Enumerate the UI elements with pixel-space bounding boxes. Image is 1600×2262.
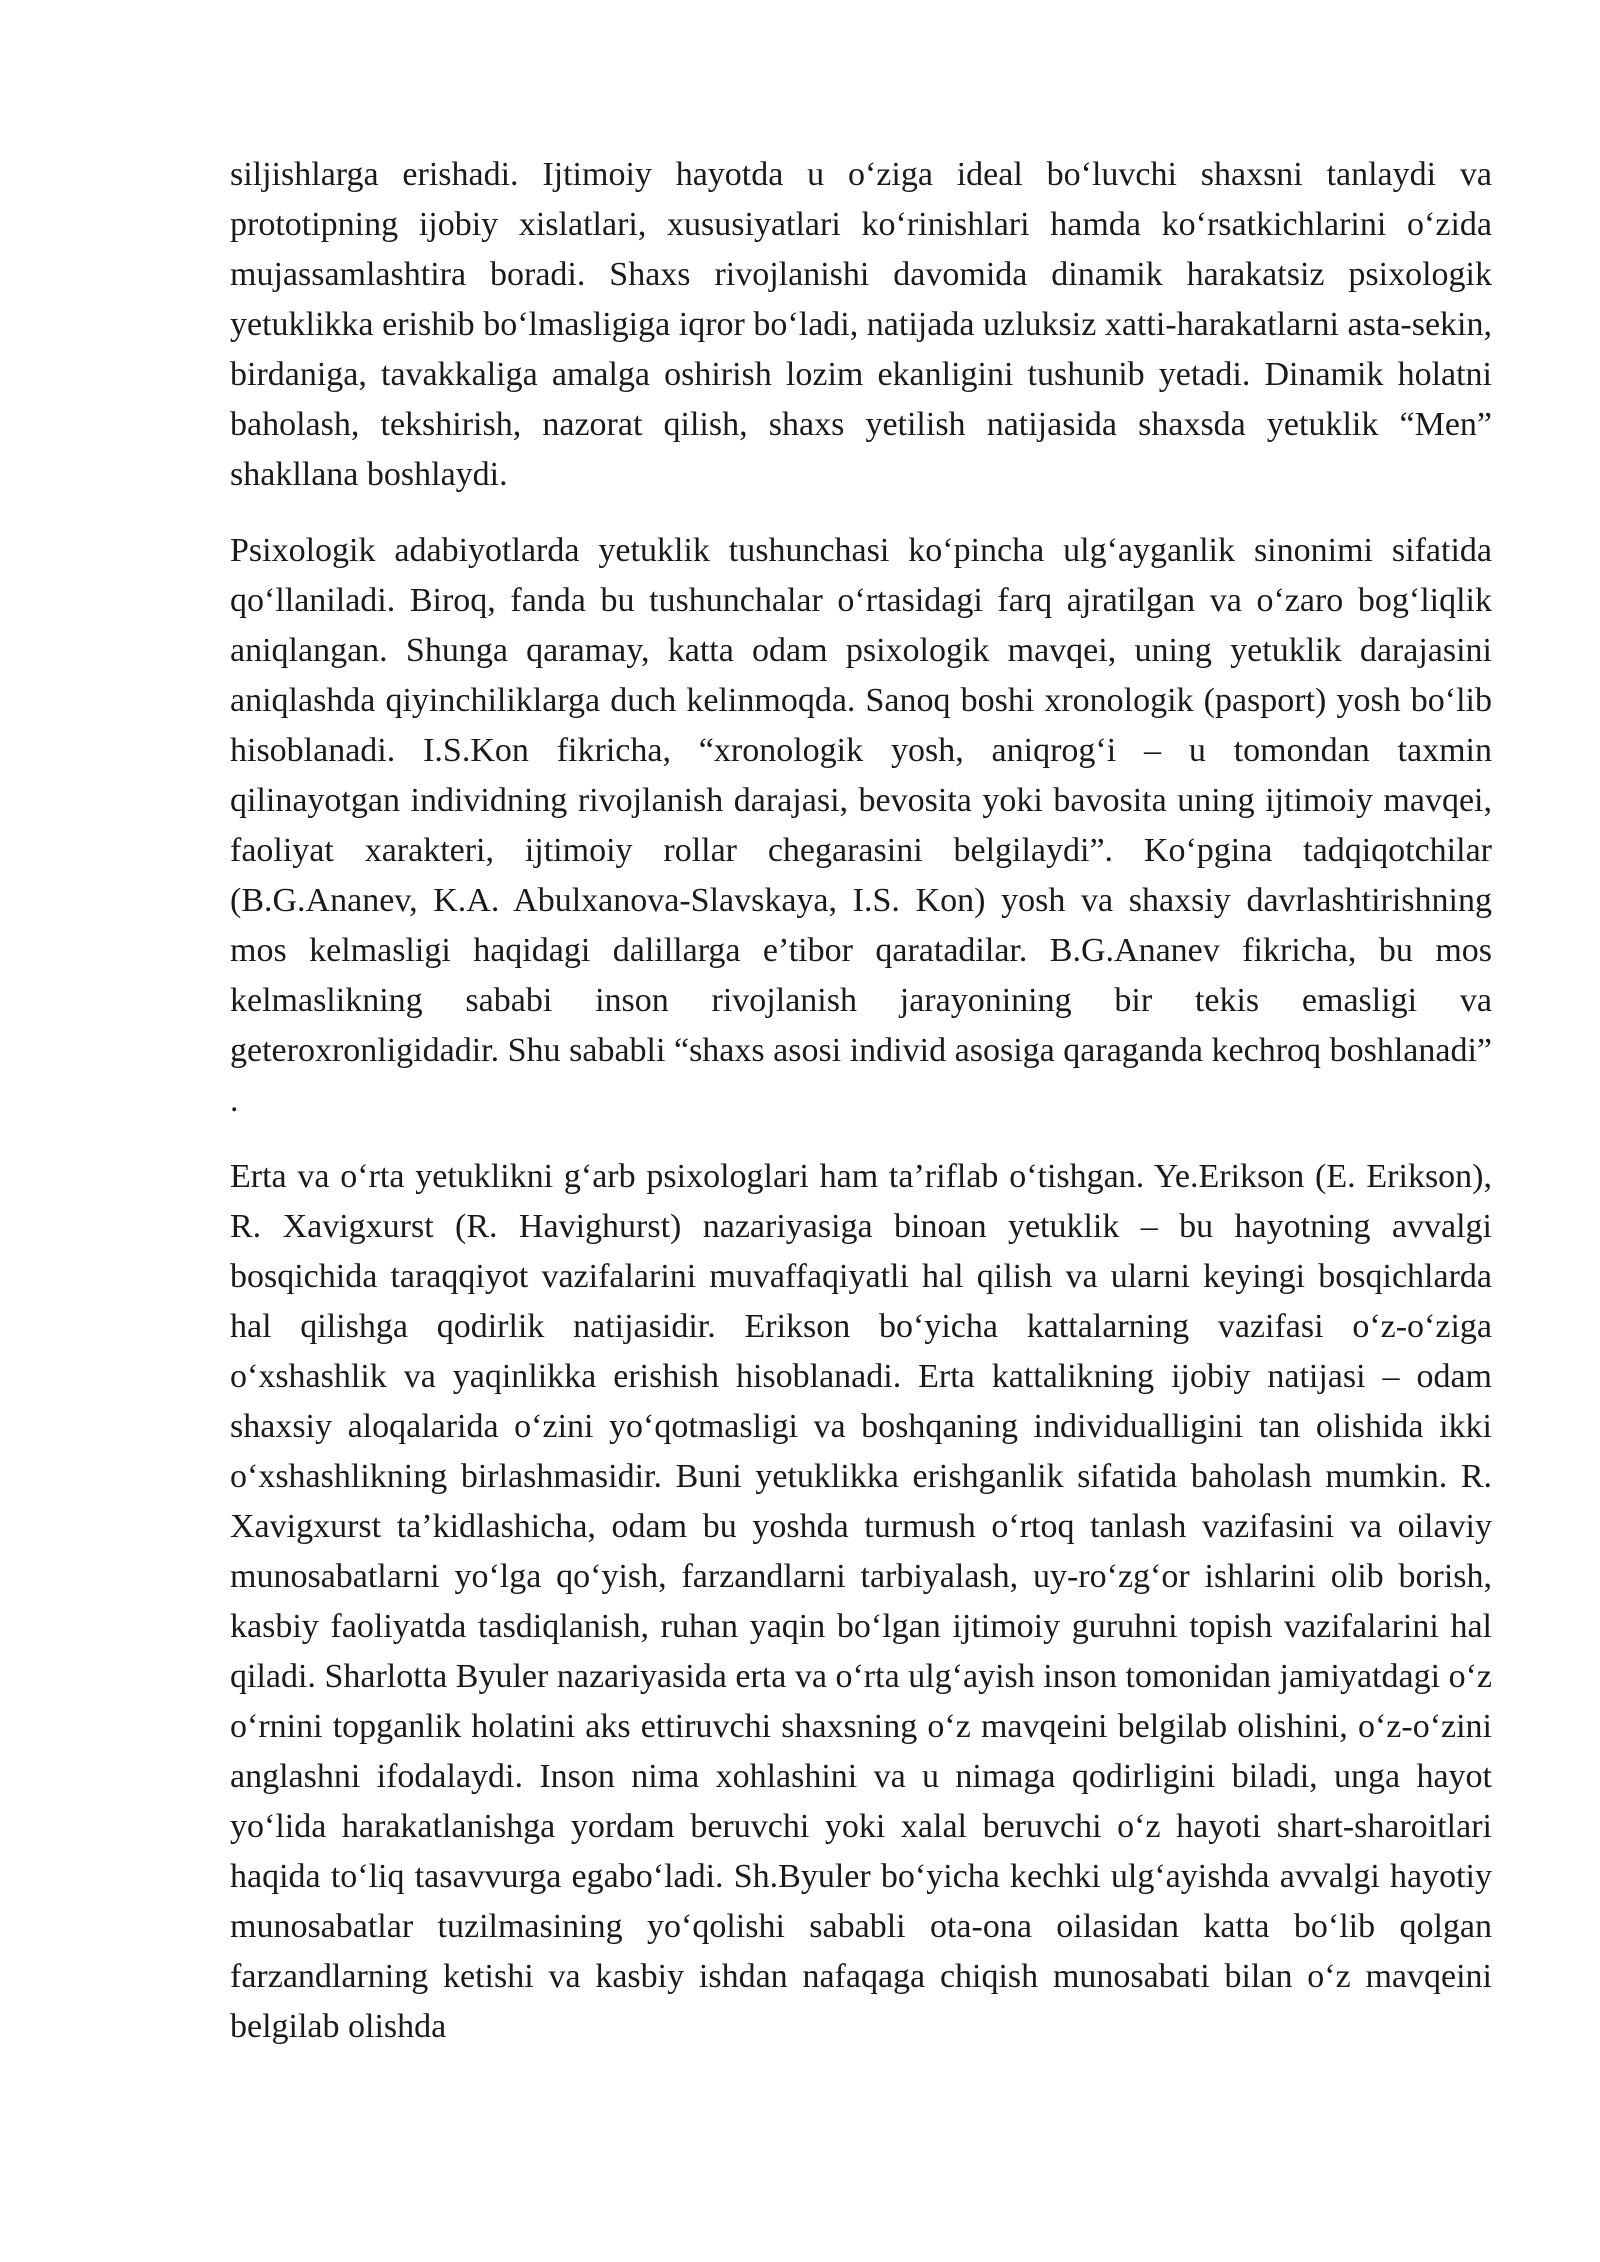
document-page xyxy=(230,150,1492,2078)
paragraph-3: Erta va o‘rta yetuklikni g‘arb psixologlari ham ta’riflab o‘tishgan. Ye.Erikson (E. Erikson), R. Xavigxurst (R. Havighurst) nazariyasiga binoan yetuklik – bu hayotning avvalgi bosqichida taraqqiyot vazifalarini muvaffaqiyatli hal qilish va ularni keyingi bosqichlarda hal qilishga qodirlik natijasidir. Erikson bo‘yicha kattalarning vazifasi o‘z-o‘ziga o‘xshashlik va yaqinlikka erishish hisoblanadi. Erta kattalikning ijobiy natijasi – odam shaxsiy aloqalarida o‘zini yo‘qotmasligi va boshqaning individualligini tan olishida ikki o‘xshashlikning birlashmasidir. Buni yetuklikka erishganlik sifatida baholash mumkin. R. Xavigxurst ta’kidlashicha, odam bu yoshda turmush o‘rtoq tanlash vazifasini va oilaviy munosabatlarni yo‘lga qo‘yish, farzandlarni tarbiyalash, uy-ro‘zg‘or ishlarini olib borish, kasbiy faoliyatda tasdiqlanish, ruhan yaqin bo‘lgan ijtimoiy guruhni topish vazifalarini hal qiladi. Sharlotta Byuler nazariyasida erta va o‘rta ulg‘ayish inson tomonidan jamiyatdagi o‘z o‘rnini topganlik holatini aks ettiruvchi shaxsning o‘z mavqeini belgilab olishini, o‘z-o‘zini anglashni ifodalaydi. Inson nima xohlashini va u nimaga qodirligini biladi, unga hayot yo‘lida harakatlanishga yordam beruvchi yoki xalal beruvchi o‘z hayoti shart-sharoitlari haqida to‘liq tasavvurga egabo‘ladi. Sh.Byuler bo‘yicha kechki ulg‘ayishda avvalgi hayotiy munosabatlar tuzilmasining yo‘qolishi sababli ota-ona oilasidan katta bo‘lib qolgan farzandlarning ketishi va kasbiy ishdan nafaqaga chiqish munosabati bilan o‘z mavqeini belgilab olishda xyxy=(230,1158,1492,2045)
paragraph-2: Psixologik adabiyotlarda yetuklik tushunchasi ko‘pincha ulg‘ayganlik sinonimi sifatida qo‘llaniladi. Biroq, fanda bu tushunchalar o‘rtasidagi farq ajratilgan va o‘zaro bog‘liqlik aniqlangan. Shunga qaramay, katta odam psixologik mavqei, uning yetuklik darajasini aniqlashda qiyinchiliklarga duch kelinmoqda. Sanoq boshi xronologik (pasport) yosh bo‘lib hisoblanadi. I.S.Kon fikricha, “xronologik yosh, aniqrog‘i – u tomondan taxmin qilinayotgan individning rivojlanish darajasi, bevosita yoki bavosita uning ijtimoiy mavqei, faoliyat xarakteri, ijtimoiy rollar chegarasini belgilaydi”. Ko‘pgina tadqiqotchilar (B.G.Ananev, K.A. Abulxanova-Slavskaya, I.S. Kon) yosh va shaxsiy davrlashtirishning mos kelmasligi haqidagi dalillarga e’tibor qaratadilar. B.G.Ananev fikricha, bu mos kelmaslikning sababi inson rivojlanish jarayonining bir tekis emasligi va geteroxronligidadir. Shu sababli “shaxs asosi individ asosiga qaraganda kechroq boshlanadi” . xyxy=(230,532,1492,1119)
paragraph-1: siljishlarga erishadi. Ijtimoiy hayotda u o‘ziga ideal bo‘luvchi shaxsni tanlaydi va prototipning ijobiy xislatlari, xususiyatlari ko‘rinishlari hamda ko‘rsatkichlarini o‘zida mujassamlashtira boradi. Shaxs rivojlanishi davomida dinamik harakatsiz psixologik yetuklikka erishib bo‘lmasligiga iqror bo‘ladi, natijada uzluksiz xatti-harakatlarni asta-sekin, birdaniga, tavakkaliga amalga oshirish lozim ekanligini tushunib yetadi. Dinamik holatni baholash, tekshirish, nazorat qilish, shaxs yetilish natijasida shaxsda yetuklik “Men” shakllana boshlaydi. xyxy=(230,156,1492,493)
